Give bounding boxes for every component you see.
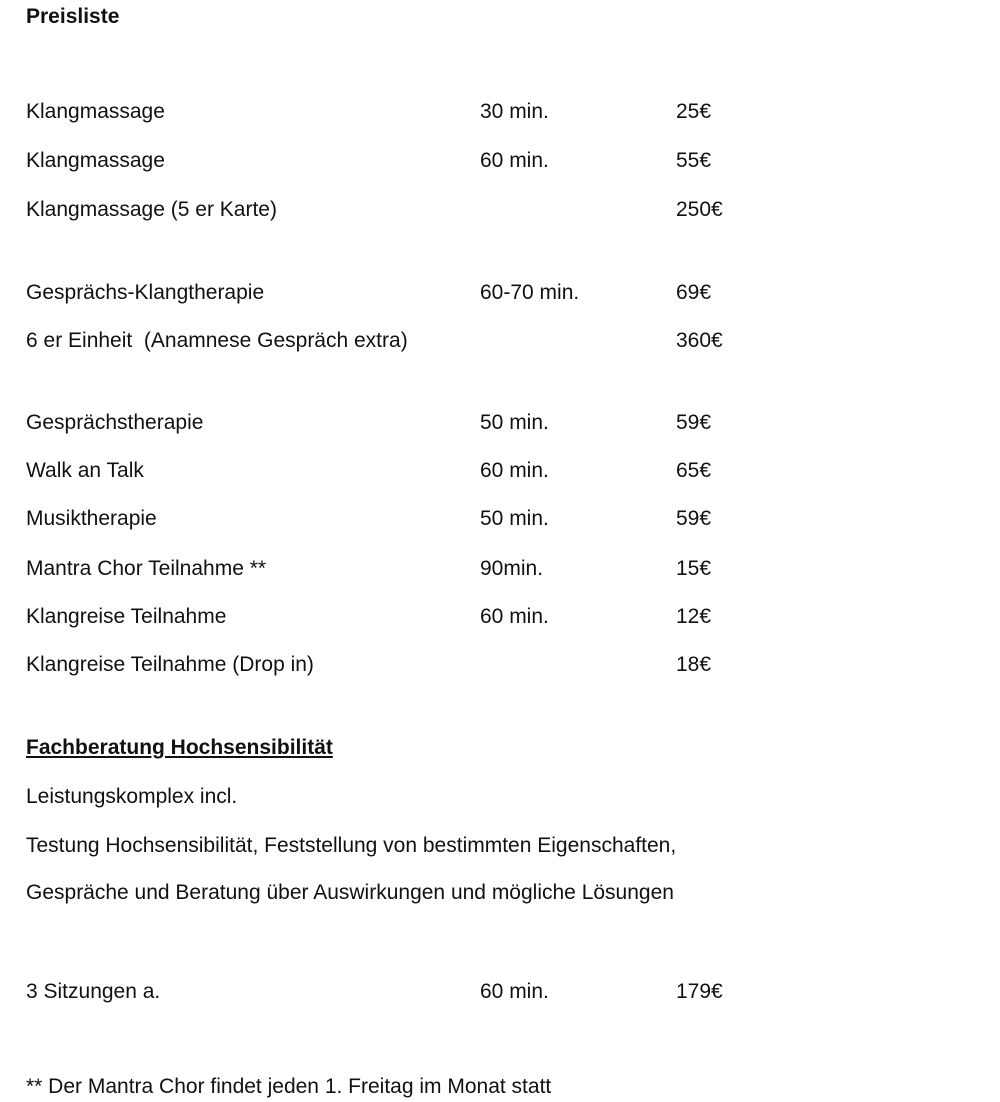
service-price: 59€	[676, 507, 712, 530]
price-row	[0, 146, 1000, 176]
service-duration: 90min.	[480, 557, 544, 580]
service-name: Klangmassage	[26, 149, 165, 172]
service-price: 65€	[676, 459, 712, 482]
service-duration: 60 min.	[480, 149, 549, 172]
service-price: 12€	[676, 605, 712, 628]
service-price: 250€	[676, 198, 723, 221]
price-row	[0, 977, 1000, 1007]
service-price: 360€	[676, 329, 723, 352]
price-row	[0, 278, 1000, 308]
service-name: 6 er Einheit (Anamnese Gespräch extra)	[26, 329, 408, 352]
service-duration: 60 min.	[480, 980, 549, 1003]
service-price: 59€	[676, 411, 712, 434]
price-row	[0, 456, 1000, 486]
price-row	[0, 504, 1000, 534]
page-title: Preisliste	[26, 5, 120, 28]
service-name: Mantra Chor Teilnahme **	[26, 557, 267, 580]
service-duration: 50 min.	[480, 507, 549, 530]
service-name: Klangmassage	[26, 100, 165, 123]
service-price: 179€	[676, 980, 723, 1003]
service-name: Klangmassage (5 er Karte)	[26, 198, 277, 221]
description-line: Gespräche und Beratung über Auswirkungen und mögliche Lösungen	[26, 881, 674, 904]
service-price: 55€	[676, 149, 712, 172]
service-duration: 60 min.	[480, 459, 549, 482]
service-price: 69€	[676, 281, 712, 304]
price-row	[0, 326, 1000, 356]
service-duration: 30 min.	[480, 100, 549, 123]
service-duration: 60-70 min.	[480, 281, 580, 304]
service-name: Musiktherapie	[26, 507, 157, 530]
price-row	[0, 408, 1000, 438]
service-name: Walk an Talk	[26, 459, 144, 482]
description-line: Leistungskomplex incl.	[26, 785, 238, 808]
service-price: 25€	[676, 100, 712, 123]
price-row	[0, 97, 1000, 127]
description-line: Testung Hochsensibilität, Feststellung von bestimmten Eigenschaften,	[26, 834, 677, 857]
price-row	[0, 650, 1000, 680]
section-heading-fachberatung: Fachberatung Hochsensibilität	[26, 736, 333, 759]
price-row	[0, 602, 1000, 632]
service-name: Klangreise Teilnahme	[26, 605, 227, 628]
service-name: 3 Sitzungen a.	[26, 980, 161, 1003]
service-name: Gesprächstherapie	[26, 411, 204, 434]
service-name: Klangreise Teilnahme (Drop in)	[26, 653, 314, 676]
service-duration: 60 min.	[480, 605, 549, 628]
footnote: ** Der Mantra Chor findet jeden 1. Freitag im Monat statt	[26, 1075, 552, 1098]
price-row	[0, 195, 1000, 225]
service-name: Gesprächs-Klangtherapie	[26, 281, 265, 304]
service-price: 15€	[676, 557, 712, 580]
service-price: 18€	[676, 653, 712, 676]
price-row	[0, 554, 1000, 584]
service-duration: 50 min.	[480, 411, 549, 434]
